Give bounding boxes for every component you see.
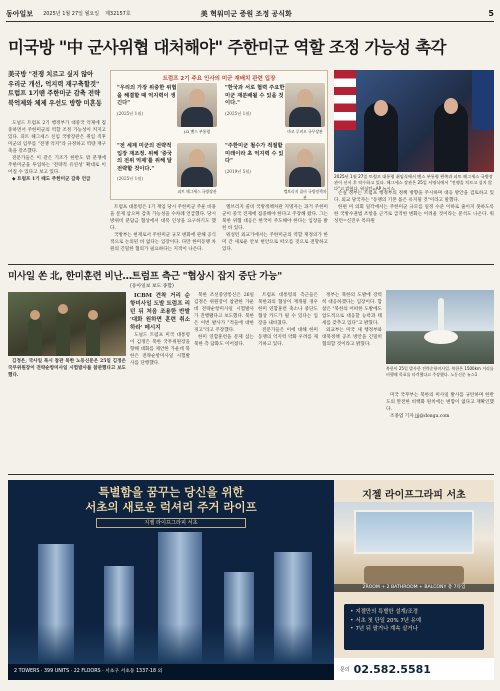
article-column bbox=[110, 204, 216, 260]
bullet-icon: • bbox=[350, 616, 356, 624]
quote-source: J.D 밴스 부통령 bbox=[183, 129, 210, 134]
paragraph: ICBM 견착 거리 순항미사일 도발 트럼프 리턴 뒤 처음 조용한 반발 '대화 원하면 훈련 취소하라' 메시지 bbox=[130, 293, 190, 331]
paragraph: 전문가들은 이에 대해 한미동맹의 억지력 약화 우려를 제기하고 있다. bbox=[258, 328, 318, 347]
paragraph: 한편 미 의회 일각에서는 주한미군 규모를 일정 수준 이하로 줄이지 못하도록 한 국방수권법 조항을 근거로 급격한 변화는 어려울 것이라는 분석도 나온다. 워싱턴=신진우 특파원 bbox=[334, 205, 494, 224]
quote-text: "주한미군 철수가 적절할 미래이라 초 억지력 수 있다" bbox=[225, 143, 284, 164]
lede-line: 북억제와 체제 우선도 방향 미혼동 bbox=[8, 99, 102, 107]
article-column bbox=[194, 292, 254, 470]
paragraph: 트럼프 대통령의 측근들은 북한과의 협상이 재개될 경우 한미 연합훈련 축소나 중단도 협상 카드가 될 수 있다는 입장을 내비쳤다. bbox=[258, 293, 318, 326]
paragraph: 한미 연합훈련을 문제 삼는 북한 측 담화도 이어졌다. bbox=[194, 335, 254, 347]
issue-number: 제32157호 bbox=[105, 11, 131, 17]
feature-item bbox=[350, 625, 478, 634]
paragraph: 조종엽 기자 jjj@donga.com bbox=[390, 414, 450, 419]
bullet-icon: • bbox=[350, 625, 356, 632]
news-photo bbox=[386, 290, 494, 364]
quote-text: "우리의 가장 위중한 위협을 해결할 때 억지력이 생긴다" bbox=[117, 85, 177, 106]
feature-text: 지젤만의 특별한 설계/조경 bbox=[355, 609, 418, 615]
section-divider bbox=[8, 264, 494, 265]
ad-tagline bbox=[48, 485, 294, 515]
ad-features-box bbox=[344, 604, 484, 650]
quote-source: 피트 헤그세스 국방장관 bbox=[177, 189, 217, 194]
article-column bbox=[386, 392, 494, 470]
interior-illustration bbox=[334, 502, 494, 592]
second-headline[interactable]: 미사일 쏜 北, 한미훈련 비난…트럼프 측근 "협상시 잡지 중단 가능" bbox=[8, 271, 282, 282]
quote-date: (2025년 1월) bbox=[117, 110, 144, 116]
paragraph: 트럼프 대통령은 1기 재임 당시 주한미군 주둔 비용을 문제 삼으며 감축 가능성을 수차례 언급했다. 당시 방위비 분담금 협상에서 대폭 인상을 요구하기도 했다. bbox=[110, 205, 216, 231]
ad-tagline-line: 특별함을 꿈꾸는 당신을 위한 bbox=[98, 485, 244, 499]
quote-date: (2019년 5월) bbox=[225, 168, 252, 174]
quote-text: "전 세계 미군의 전략적 입장 재조정. 위해 '중국의 전위 억제'를 위해 달 전략할 것이다." bbox=[117, 143, 173, 172]
real-estate-advertisement[interactable] bbox=[8, 480, 494, 680]
portrait-photo bbox=[285, 83, 325, 127]
article-column bbox=[322, 292, 382, 470]
paragraph: 도널드 트럼프 2기 행정부가 대중국 억제에 집중하면서 주한미군의 역할 조정 가능성이 커지고 있다. 피트 헤그세스 신임 국방장관은 취임 직후 미군의 임무를 "전쟁 억지"라 규정하고 역량 재구축을 강조했다. bbox=[8, 121, 106, 154]
caption-text: 김정은, 국사일 목시 참관 북한 노동신문은 25일 김정은 국무위원장이 전략순항미사일 시험발사를 참관했다고 보도했다. bbox=[8, 359, 126, 378]
paragraph: 국방부는 현재로서 주한미군 규모 변화에 관해 공식적으로 논의된 바 없다는 입장이다. 다만 한미동맹 차원의 긴밀한 협의가 필요하다는 지적이 나온다. bbox=[110, 233, 216, 252]
quote-text: "한국과 서로 협력 주요한 미군 재분배될 수 있을 것이다." bbox=[225, 85, 285, 106]
paragraph: 도널드 트럼프 미국 대통령이 김정은 북한 국무위원장을 향해 대화를 제안한 가운데 북한은 전략순항미사일 시험발사를 단행했다. bbox=[130, 333, 190, 366]
feature-item bbox=[350, 608, 478, 617]
news-photo bbox=[8, 292, 126, 356]
ad-tagline-line: 서초의 새로운 럭셔리 주거 라이프 bbox=[85, 500, 257, 514]
quote-item bbox=[225, 85, 285, 117]
feature-item bbox=[350, 617, 478, 626]
lede-summary bbox=[8, 70, 108, 108]
newspaper-logo: 동아일보 bbox=[6, 9, 34, 18]
ad-inquiry[interactable] bbox=[334, 658, 494, 680]
paragraph: 북한 조선중앙통신은 26일 김정은 위원장이 참관한 가운데 전략순항미사일 시험발사가 진행됐다고 보도했다. 북한은 이번 발사가 "적들에 대한 경고"라고 주장했다. bbox=[194, 293, 254, 333]
quotes-infobox bbox=[110, 70, 328, 200]
ad-right-panel bbox=[334, 480, 494, 680]
paragraph: 손실 정부는 트럼프 행정부의 정책 방향을 주시하며 대응 방안을 검토하고 있다. 외교 당국자는 "동맹의 기본 틀은 유지될 것"이라고 말했다. bbox=[334, 191, 494, 203]
ad-brand-name: 지젤 라이프그라피 서초 bbox=[96, 518, 246, 528]
paragraph: 전문가들은 이 같은 기조가 한반도 밖 분쟁에 주한미군을 투입하는 '전략적 유연성' 확대로 이어질 수 있다고 보고 있다. bbox=[8, 156, 106, 175]
subheading: ◆ 트럼프 1기 때도 주한미군 감축 언급 bbox=[12, 177, 91, 182]
feature-text: 서초 첫 단일 20% 7년 유예 bbox=[355, 617, 422, 624]
section-title: 美 혁워미군 증원 조정 공식화 bbox=[200, 9, 292, 18]
paragraph: 워싱턴 외교가에서는 주한미군의 역할 재정의가 한미 간 새로운 안보 현안으로 떠오를 것으로 전망하고 있다. bbox=[222, 233, 328, 252]
article-column bbox=[222, 204, 328, 260]
portrait-photo bbox=[177, 143, 217, 187]
inquiry-phone-number[interactable]: 02.582.5581 bbox=[353, 662, 431, 676]
feature-text: 7년 뒤 팔거나 계속 살거나 bbox=[355, 626, 418, 632]
paragraph: 엘브리지 콜비 국방정책차관 지명자는 과거 주한미군이 중국 견제에 집중해야 한다고 주장해 왔다. 그는 북한 위협 대응은 한국이 주도해야 한다는 입장을 밝힌 바 있다. bbox=[222, 205, 328, 231]
quote-item bbox=[117, 143, 177, 183]
quote-source: 마코 루비오 국무장관 bbox=[287, 129, 323, 134]
infobox-title: 트럼프 2기 주요 인사의 미군 재배치 관련 입장 bbox=[162, 76, 276, 82]
second-subhead: (동아일보 보도 종합) bbox=[130, 284, 174, 289]
lede-line: 우리군 개선, 억지력 재구축할것" bbox=[8, 80, 100, 88]
main-headline[interactable]: 미국방 "中 군사위협 대처해야" 주한미군 역할 조정 가능성 촉각 bbox=[8, 38, 446, 57]
article-column bbox=[258, 292, 318, 470]
portrait-photo bbox=[177, 83, 217, 127]
issue-date: 2025년 1월 27일 월요일 bbox=[43, 11, 100, 17]
quote-item bbox=[117, 85, 177, 117]
ad-right-title: 지젤 라이프그라피 서초 bbox=[362, 490, 466, 501]
quote-source: 엘브리지 콜비 국방정책차관 bbox=[283, 189, 327, 200]
ad-left-panel bbox=[8, 480, 334, 680]
masthead bbox=[6, 6, 494, 22]
lede-line: 美국방 "전쟁 치르고 싶지 않아 bbox=[8, 71, 94, 78]
inquiry-label: 문의 bbox=[340, 666, 350, 673]
article-column bbox=[130, 292, 190, 470]
paragraph: 정부는 북한의 도발에 강력히 대응하겠다는 입장이다. 합참은 "북한의 어떠한 도발에도 압도적으로 대응할 능력과 태세를 갖추고 있다"고 밝혔다. bbox=[322, 293, 382, 326]
article-column bbox=[334, 190, 494, 260]
article-column bbox=[8, 120, 106, 260]
unit-type-caption: 2ROOM + 2 BATHROOM + BALCONY 총 7타입 bbox=[334, 584, 494, 592]
quote-date: (2025년 1월) bbox=[225, 110, 252, 116]
quote-date: (2025년 1월) bbox=[117, 176, 144, 181]
page-number: 5 bbox=[488, 9, 494, 18]
skyline-shade bbox=[8, 624, 334, 664]
photo-caption: 2025년 1월 27일 트럼프 대통령 취임식에서 밴스 부통령 왼쪽과 피트 헤그세스 국방장관이 선서 후 악수하고 있다. 헤그세스 장관은 25일 서명식에서 "전쟁을 치르고 싶지 않다"고 밝혔다. 워싱턴=AP 뉴시스 bbox=[334, 174, 493, 191]
photo-caption: 북한이 25일 발사한 전략순항미사일. 북한은 1500km 거리를 비행해 목표를 타격했다고 주장했다. 노동신문 뉴스1 bbox=[386, 366, 494, 377]
ad-footer: 2 TOWERS · 399 UNITS · 22 FLOORS · 서초구 서초동 1337-18 외 bbox=[8, 664, 334, 680]
paragraph: 외교부는 미국 새 행정부와 대북정책 공조 방안을 긴밀히 협의할 것이라고 밝혔다. bbox=[322, 328, 382, 347]
quote-item bbox=[225, 143, 285, 175]
section-divider bbox=[8, 474, 494, 475]
lede-line: 트럼프 1기땐 주한미군 감축 전략 bbox=[8, 90, 101, 98]
photo-caption bbox=[8, 358, 126, 398]
news-photo bbox=[334, 70, 494, 172]
paragraph: 미국 국무부는 북한의 미사일 발사를 규탄하며 한반도의 완전한 비핵화 원칙에는 변함이 없다고 재확인했다. bbox=[386, 393, 494, 412]
bullet-icon: • bbox=[350, 608, 356, 615]
portrait-photo bbox=[285, 143, 325, 187]
